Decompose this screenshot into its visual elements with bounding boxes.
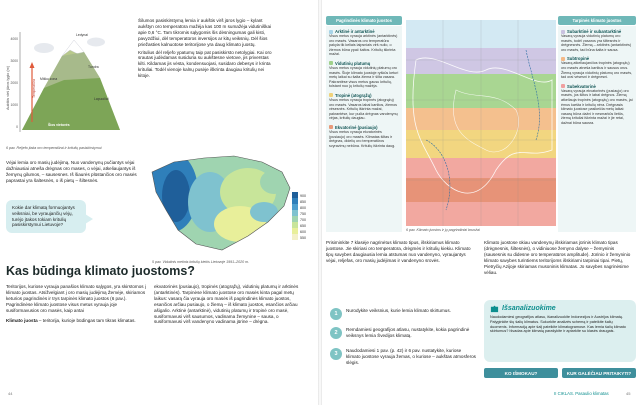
zone-title-text: Subarktinė ir subantarktinė — [567, 29, 622, 34]
section-heading: Kas būdinga klimato juostoms? — [6, 264, 195, 278]
legend-label: 850 — [300, 200, 306, 204]
question-number-3: 3 — [330, 348, 342, 360]
main-zones-header: Pagrindinės klimato juostos — [326, 16, 402, 25]
question-2: Remdamiesi geografijos atlasu, nustatykite, kokia pagrindinė veiksnys lemia Švedijos klimatą. — [346, 327, 470, 338]
cycle-footer: II CIKLAS. Pasaulio klimatas — [554, 391, 609, 396]
legend-swatch — [292, 234, 298, 240]
question-number-1: 1 — [330, 308, 342, 320]
arrow-head-icon — [30, 62, 35, 68]
puzzle-icon — [490, 304, 499, 313]
lithuania-map — [144, 152, 314, 264]
climate-types-paragraph-1: Prisiminkite 7 klasėje nagrinėtus klimato tipus, išskiriamus klimato juostose. Jie skiriasi oro temperatūra, drėgmės ir kritulių kiekiu. Klimato tipų savybes daugiausia lemia atstumas nuo vandenyno, vyraujantys vėjai, reljefas, oro masių judėjimas ir vandenyno srovės. — [326, 240, 471, 263]
legend-swatch — [292, 210, 298, 216]
label-deciduous: Lapuočiai — [94, 97, 109, 101]
label-lowland: Šios vietovės — [48, 123, 70, 127]
zone-description: Visus metus vyrauja tropinės (atogrąžų) oro masės. Vasaros labai karštos, žiemos vėsesnės. Kritulių iškrinta mažai, pakrantėse, kur pučia drėgnas vandenynų vėjas, kritulių daugiau. — [329, 97, 398, 121]
intro-column — [138, 18, 274, 81]
zone-color-swatch — [561, 30, 565, 34]
legend-swatch — [292, 192, 298, 198]
apply-label: KUR GALĖČIAU PRITAIKYTI? — [566, 370, 632, 376]
cloud-icon — [87, 38, 105, 47]
right-page — [322, 0, 640, 405]
legend-label: 750 — [300, 212, 306, 216]
zone-title-text: Tropinė (atogrąžų) — [335, 92, 372, 98]
definition — [6, 318, 146, 324]
zone-color-swatch — [329, 30, 333, 34]
tick-3000: 3000 — [10, 59, 18, 63]
temperature-label: Temperatūra — [32, 78, 36, 98]
question-number-2: 2 — [330, 327, 342, 339]
legend-label: 900 — [300, 194, 306, 198]
left-page — [0, 0, 318, 405]
legend-swatch — [292, 216, 298, 222]
climate-types-paragraph-2: Klimato juostose ūkiau vandenynų išskiriamas jūrinis klimato tipas (drėgnesnis, šiltesnės), o vidiniuose žemyno dalyse – žemyninis (sausesnis su didesne oro temperatūros amplitude). Jūrinio ir žemyninio klimato savybes turintiems teritorijoms išskiriami tarpiniai tipai. Pietų, Pietryčių Azijoje skiriamas musoninis klimatas. Jo savybes nagrinėsime vėliau. — [484, 240, 631, 275]
legend-label: 800 — [300, 206, 306, 210]
sub-zone — [561, 29, 633, 52]
cloud-icon — [34, 43, 54, 53]
zone-color-swatch — [329, 93, 333, 97]
apply-header — [490, 304, 630, 313]
zone-title-text: Ekvatorinė (pusiaujo) — [335, 124, 378, 130]
relief-figure — [4, 18, 122, 150]
zone-color-swatch — [329, 125, 333, 129]
legend-label: 600 — [300, 230, 306, 234]
legend-swatch — [292, 228, 298, 234]
legend-swatch — [292, 204, 298, 210]
body-column-a — [6, 284, 146, 325]
zone-title-text: Arktinė ir antarktinė — [335, 29, 375, 34]
climate-map-caption: 6 pav. Klimato juostos ir jų pagrindiniai bruožai — [406, 228, 480, 232]
tick-2000: 2000 — [10, 81, 18, 85]
relief-diagram — [4, 18, 122, 140]
tick-1000: 1000 — [10, 103, 18, 107]
apply-button[interactable] — [562, 368, 636, 378]
apply-box — [484, 300, 636, 362]
label-glaciers: Ledynai — [76, 33, 88, 37]
sub-zone — [561, 84, 633, 126]
map-caption: 5 pav. Vidutinis metinis kritulių kiekis Lietuvoje 1991–2020 m. — [152, 260, 250, 264]
legend-swatch — [292, 222, 298, 228]
zone-title-text: Vidutinių platumų — [335, 60, 371, 66]
zone-color-swatch — [561, 84, 565, 88]
legend-label: 550 — [300, 236, 306, 240]
winds-paragraph: Vėjai lemia oro masių judėjimą. Nuo vandenynų pučiantys vėjai dažniausiai atneša drėgnas oro mases, o vėjai, atkeliaujantys iš žemynų gilumos, – sausesnes. Iš šiaurės plūstančios oro masės paprastai yra šaltesnės, o iš pietų – šiltesnės. — [6, 160, 137, 183]
legend-label: 700 — [300, 218, 306, 222]
tick-4000: 4000 — [10, 37, 18, 41]
sub-zones-column — [558, 26, 636, 232]
main-zone — [329, 93, 399, 121]
zone-title-text: Subekvatorinė — [567, 83, 596, 89]
learned-button[interactable] — [484, 368, 558, 378]
world-climate-map — [406, 20, 556, 232]
zone-description: Vasarą atkeliaujančios tropinės (atogrąžų) oro masės atneša karštus ir sausus orus. Žiemą vyrauja vidutinių platumų oro masės, tad orai vėsesni ir drėgnesni. — [561, 61, 633, 80]
label-forest: Mišku zona — [40, 77, 58, 81]
page-number-left: 44 — [8, 391, 13, 396]
body-paragraph-a: Teritorijos, kuriose vyrauja panašios klimato sąlygos, yra skirstomos į klimato juostas. Atsižvelgiant į oro masių judėjimą Žemėje, skiriamos keturios pagrindinės ir trys tarpinės klimato juostos (6 pav.). Pagrindinėse klimato juostose visus metus vyrauja joje susiformavusios oro masės, kaip antai — [6, 284, 146, 313]
intro-paragraph-2: Kritulius dėl reljefo ypatumų taip pat pasiskirsto netolygiai. Kai oro srautas judėdamas susiduria su aukštesne vietove, jis priverstas kilti. Kildamas jis vėsta, kondensuojasi, susidaro debesys ir krinta krituliai. Todėl vienoje kalnų pusėje iškrinta daugiau kritulių nei kitoje. — [138, 49, 272, 79]
relief-caption: 6 pav. Reljefo įtaka oro temperatūrai ir kritulių pasiskirstymui — [6, 146, 102, 150]
zone-color-swatch — [329, 61, 333, 65]
zone-description: Vasarą vyrauja ekvatorinės (pusiaujo) oro masės, jos šiltos ir labai drėgnos. Žiemą atkeliauja tropinės (atogrąžų) oro masės, jai ėmus karšta ir kritulių nėra. Drėgnasis klimato juostose pasikeičia metų laikai: vasarą būna dažni ir nesmarkūs lietūs, žiemą krituliai iškrinta mažai ir jie retai, dažnai būna sausra. — [561, 88, 633, 125]
main-zone — [329, 125, 399, 148]
zone-title-text: Subtropinė — [567, 56, 590, 62]
body-column-b: ekvatorinės (pusiaujo), tropinės (atogrąžų), vidutinių platumų ir arktinės (antarktinės). Tarpinėse klimato juostose oro masės kinta pagal metų laikus: vasarą čia vyrauja oro masės iš pagrindinės klimato juostos, esančios arčiau pusiaujo, o žiemą – iš klimato juostos, esančios arčiau ašigalio. Arktinė (antarktinė), vidutinių platumų ir tropinė oro masė, susiformavusi virš sausumos, vadinama žemynine – sausa, o susiformavusi virš vandenyno vadinama jūrine – drėgna. — [154, 284, 299, 325]
zone-description: Visus metus vyrauja arktinės (antarktinės) oro masės. Vasaros oro temperatūra pakyla tik keliais laipsniais virš nulio, o žiemos būna ypač šaltos. Kritulių iškrinta mažai. — [329, 34, 398, 57]
page-number-right: 45 — [626, 391, 631, 396]
apply-title: Išsanalizuokime — [502, 305, 556, 312]
apply-text: Naudodamiesi geografijos atlasu, išanalizuokite Indonezijos ir Austrijos klimatą. Palyginkite šių šalių klimatus. Sukurkite analizės schemą ir pateikite šalių duomenis. Informaciją apie šalį pateikite klimatogramose. Kas lemia šalių klimato skirtumus? Išvadas apie klimatą parašykite ir aptarkite su klasės draugais. — [490, 315, 626, 334]
legend-swatch — [292, 198, 298, 204]
relief-y-label: Aukštis virš jūros lygio (m) — [6, 65, 10, 111]
sub-zone — [561, 56, 633, 79]
zone-description: Vasarą vyrauja vidutinių platumų oro masės, todėl vasaros yra šiltesnės ir drėgnesnės. Žiemą – arktinės (antarktinės) oro masės, tad būna šalta ir sausa. — [561, 34, 632, 52]
learned-label: KO IŠMOKAU? — [504, 370, 538, 376]
question-3: Naudodamiesi 1 pav. (p. 42) ir 6 pav. nustatykite, kuriose klimato juostose vyrauja žemas, o kuriose – aukštas atmosferos slėgis. — [346, 348, 476, 365]
zone-description: Visus metus vyrauja ekvatorinės (pusiaujo) oro masės. Klimatas šiltas ir drėgnas, didelių oro temperatūros svyravimų nebūna. Kritulių iškrinta daug. — [329, 129, 396, 148]
lithuania-precipitation-map — [144, 152, 314, 260]
legend-label: 650 — [300, 224, 306, 228]
sub-zones-header: Tarpinės klimato juostos — [558, 16, 636, 25]
climate-zones-map — [406, 20, 556, 226]
main-zone — [329, 29, 399, 57]
definition-term: Klimato juosta — [6, 317, 38, 323]
main-zones-column — [326, 26, 402, 232]
definition-text: – teritorija, kurioje būdingas tam tikras klimatas. — [37, 317, 136, 323]
question-1: Nurodykite veiksnius, kurie lemia klimato skirtumus. — [346, 308, 451, 313]
main-zone — [329, 61, 399, 89]
intro-paragraph: Šilumos pasiskirstymą lemia ir aukštis virš jūros lygio – kylant aukštyn oro temperatūra mažėja kas 100 m sumažėja vidutiniškai apie 0,6 °C. Tam tikromis sąlygomis šis dėsningumas gali kisti, pavyzdžiui, dėl temperatūros inversijos ar kitų veiksnių. Dėl šios priežasties kalnuotose teritorijose yra daug klimato juostų. — [138, 18, 272, 47]
mountain-forest — [22, 78, 120, 130]
zone-description: Visus metus vyrauja vidutinių platumų oro masės. Šioje klimato juostoje ryškūs keturi metų laikai su šalta žiema ir šilta vasara. Pakrantėse visus metus gausu kritulių, tolstant nuo jų kritulių mažėja. — [329, 65, 399, 89]
tick-0: 0 — [16, 125, 18, 129]
zone-color-swatch — [561, 57, 565, 61]
label-tundra: Tundra — [88, 65, 99, 69]
question-bubble: Kokie dar klimatą formuojantys veiksniai, be vyraujančių vėjų, turėjo įtakos tokiam kritulių pasiskirstymui Lietuvoje? — [6, 200, 86, 233]
